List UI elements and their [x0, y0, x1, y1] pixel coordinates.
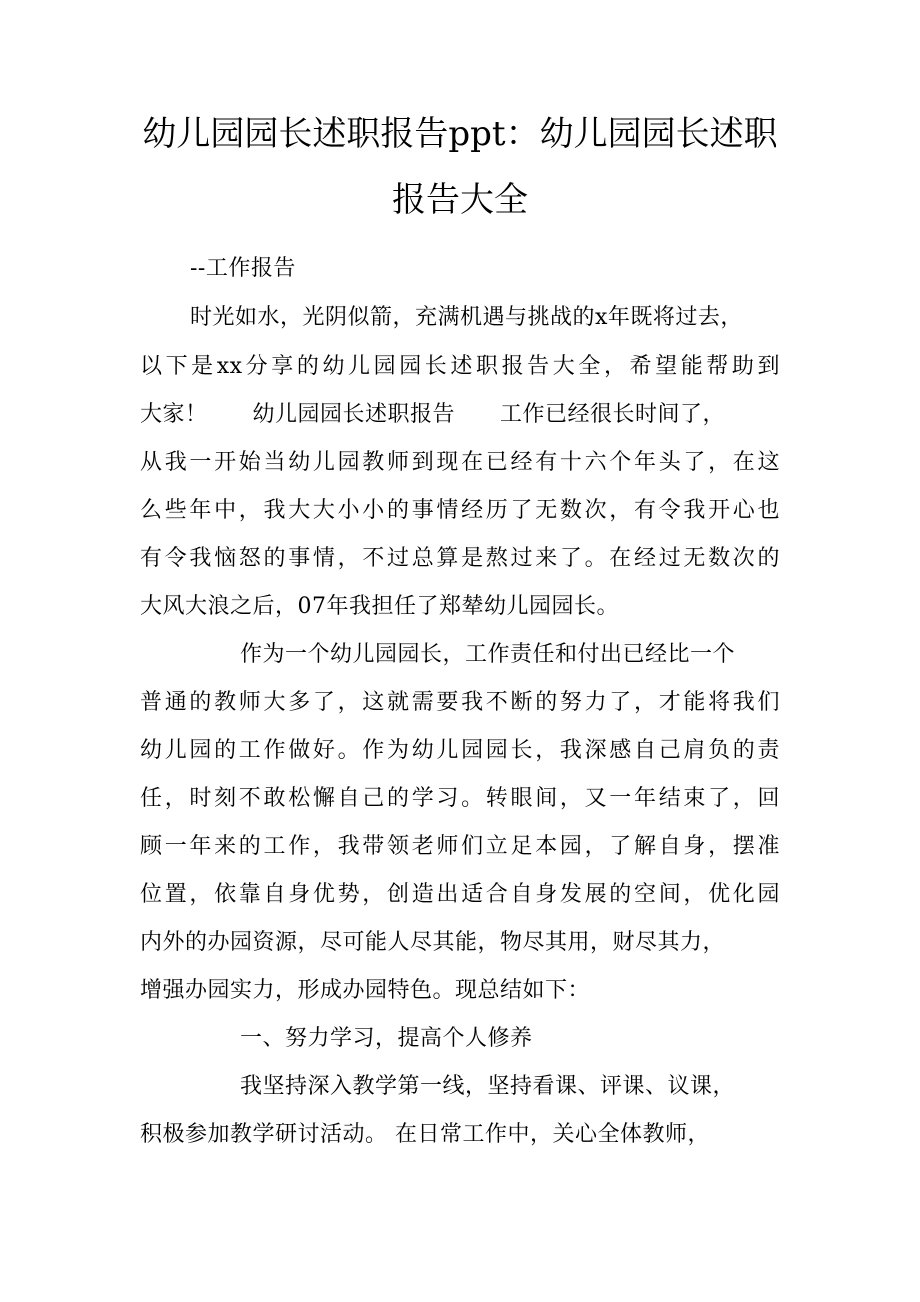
- paragraph-line: 位置，依靠自身优势，创造出适合自身发展的空间，优化园: [140, 882, 780, 907]
- paragraph-line: 时光如水，光阴似箭，充满机遇与挑战的x年既将过去，: [190, 305, 743, 330]
- paragraph-line: 顾一年来的工作，我带领老师们立足本园，了解自身，摆准: [140, 834, 780, 859]
- paragraph-line: 积极参加教学研讨活动。 在日常工作中，关心全体教师，: [140, 1122, 710, 1147]
- paragraph-line: 幼儿园的工作做好。作为幼儿园园长，我深感自己肩负的责: [140, 738, 780, 763]
- paragraph-line: 大家！ 幼儿园园长述职报告 工作已经很长时间了，: [140, 402, 726, 427]
- paragraph-line: 么些年中，我大大小小的事情经历了无数次，有令我开心也: [140, 498, 780, 523]
- paragraph-line: 增强办园实力，形成办园特色。现总结如下：: [140, 978, 591, 1003]
- document-subtitle: --工作报告: [190, 256, 296, 281]
- section-heading: 一、努力学习，提高个人修养: [240, 1026, 533, 1051]
- paragraph-line: 作为一个幼儿园园长，工作责任和付出已经比一个: [240, 642, 736, 667]
- paragraph-line: 从我一开始当幼儿园教师到现在已经有十六个年头了，在这: [140, 450, 780, 475]
- document-title-line-2: 报告大全: [392, 180, 528, 220]
- paragraph-line: 大风大浪之后，07年我担任了郑辇幼儿园园长。: [140, 594, 619, 619]
- paragraph-line: 任，时刻不敢松懈自己的学习。转眼间，又一年结束了，回: [140, 786, 780, 811]
- document-title-line-1: 幼儿园园长述职报告ppt：幼儿园园长述职: [142, 114, 778, 154]
- paragraph-line: 以下是xx分享的幼儿园园长述职报告大全，希望能帮助到: [140, 354, 780, 379]
- paragraph-line: 有令我恼怒的事情，不过总算是熬过来了。在经过无数次的: [140, 546, 780, 571]
- paragraph-line: 我坚持深入教学第一线，坚持看课、评课、议课，: [240, 1074, 736, 1099]
- paragraph-line: 普通的教师大多了，这就需要我不断的努力了，才能将我们: [140, 690, 780, 715]
- paragraph-line: 内外的办园资源，尽可能人尽其能，物尽其用，财尽其力，: [140, 930, 726, 955]
